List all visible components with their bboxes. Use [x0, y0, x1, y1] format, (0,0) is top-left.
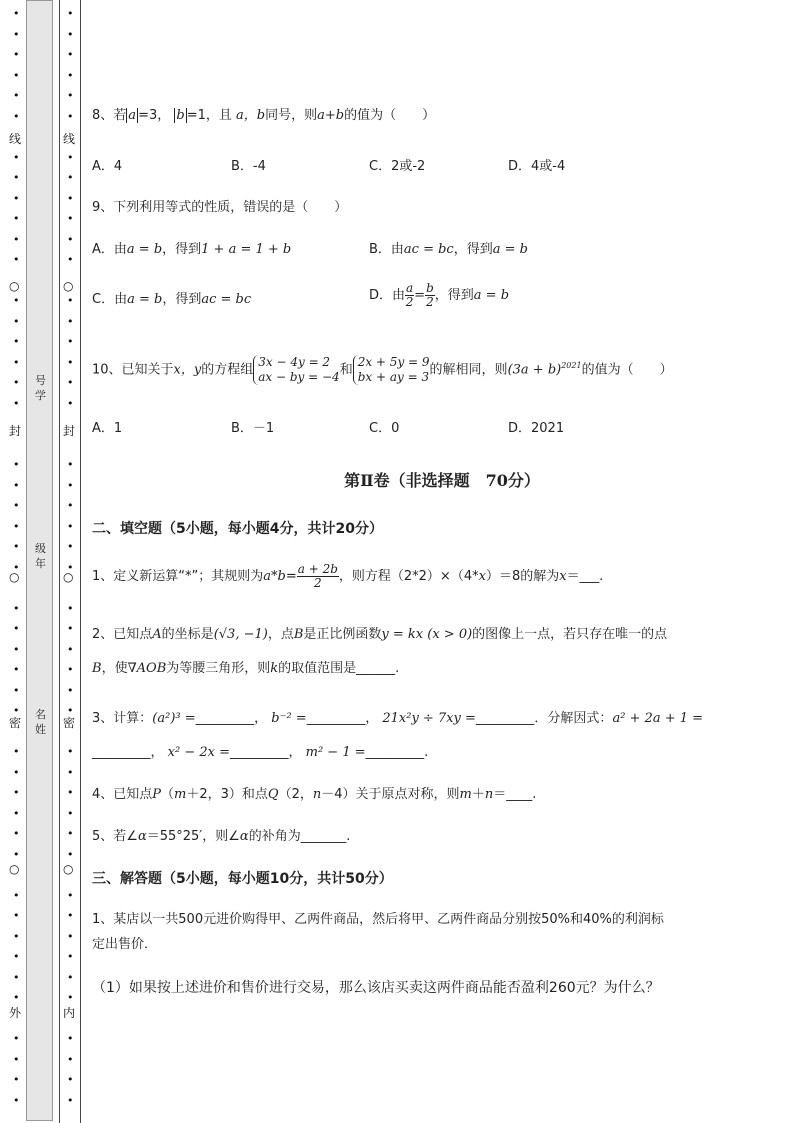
solve-question-1-line-1: 1、某店以一共500元进价购得甲、乙两件商品，然后将甲、乙两件商品分别按50%和40%的利润标	[92, 912, 664, 927]
inner-seal-dot: •	[67, 212, 74, 225]
grade-label: 级 年	[35, 542, 46, 570]
sys2-line1: 2x + 5y = 9	[357, 354, 430, 369]
inner-seal-dot: •	[67, 27, 74, 41]
q9d-mid: ，得到	[434, 288, 474, 303]
inner-seal-dot: •	[67, 1073, 74, 1086]
f2-text-b: 的坐标是	[161, 627, 214, 642]
q8-eq1: =3，	[138, 108, 171, 123]
q10-option-d[interactable]: D．2021	[508, 421, 565, 436]
inner-seal-dot: •	[67, 294, 74, 307]
outer-seal-dot: •	[13, 601, 20, 615]
q9c-e1: a = b	[127, 292, 163, 307]
inner-seal-dot: •	[67, 560, 74, 574]
frac-num: a + 2b	[297, 562, 338, 576]
f5-alpha: α	[137, 829, 147, 844]
q10-text-a: 10、已知关于	[92, 362, 174, 378]
inner-seal-char: 线	[63, 132, 76, 146]
f2-point-b: B	[293, 627, 304, 642]
equation-system-2	[353, 355, 430, 385]
outer-seal-dot: •	[13, 232, 20, 246]
q8-text-a: 若	[113, 108, 127, 123]
f3-blank-5: _________，	[229, 745, 302, 760]
inner-seal-dot: •	[67, 396, 74, 410]
f2-point-b2: B	[92, 661, 102, 676]
outer-seal-dot: •	[13, 663, 20, 676]
q9b-mid: ，得到	[453, 242, 493, 257]
equation-system-1	[253, 355, 339, 385]
f3-e3: 21x²y ÷ 7xy =	[382, 711, 476, 726]
q9-option-c[interactable]	[92, 290, 251, 310]
f4-q: Q	[267, 787, 279, 802]
inner-seal-char: 封	[63, 424, 76, 438]
f1-expr: a*b	[263, 569, 286, 584]
outer-seal-dot: •	[13, 314, 20, 328]
f3-e2: b⁻² =	[271, 711, 307, 726]
f2-text-e: 的图像上一点，若只存在唯一的点	[472, 627, 668, 642]
outer-seal-dot: •	[13, 335, 20, 348]
q10-vars: x，y	[173, 362, 202, 378]
section-2-heading: 二、填空题（5小题，每小题4分，共计20分）	[92, 521, 383, 537]
inner-seal-dot: •	[67, 253, 74, 266]
outer-seal-dot: •	[13, 745, 20, 758]
outer-seal-dot: •	[13, 765, 20, 779]
q10-expr: (3a + b)	[507, 362, 562, 378]
inner-seal-dot: •	[67, 191, 74, 205]
inner-seal-dot: •	[67, 1093, 74, 1107]
margin-divider	[80, 0, 81, 1123]
f4-text-b: （	[161, 787, 175, 802]
solve-question-1-part-1: （1）如果按上述进价和售价进行交易，那么该店买卖这两件商品能否盈利260元？为什么？	[92, 980, 660, 996]
inner-seal-dot: •	[67, 642, 74, 656]
inner-seal-char: 内	[63, 1006, 76, 1020]
inner-seal-dot: •	[67, 48, 74, 61]
inner-seal-dot: •	[67, 150, 74, 164]
f3-blank-6: _________.	[365, 745, 429, 760]
f1-text-b: ，则方程（2*2）×（4*	[338, 569, 479, 584]
outer-seal-char: 密	[9, 716, 22, 730]
inner-seal-char: ○	[63, 570, 74, 584]
inner-seal-dot: •	[67, 458, 74, 471]
q9-option-d[interactable]	[369, 282, 509, 309]
outer-seal-dot: •	[13, 253, 20, 266]
inner-seal-dot: •	[67, 806, 74, 820]
outer-seal-char: 线	[9, 132, 22, 146]
f2-func: y = kx (x > 0)	[381, 627, 473, 642]
fraction-b-over-2	[425, 282, 435, 309]
f2-text-f: ，使	[101, 661, 128, 676]
outer-seal-dot: •	[13, 212, 20, 225]
inner-seal-dot: •	[67, 499, 74, 512]
f3-blank-3: _________．分解因式：	[475, 711, 613, 726]
outer-seal-dot: •	[13, 1093, 20, 1107]
question-10	[92, 348, 673, 388]
q9a-e2: 1 + a = 1 + b	[201, 242, 292, 257]
outer-seal-dot: •	[13, 48, 20, 61]
f2-text-h: 的取值范围是______.	[278, 661, 400, 676]
q9-option-a[interactable]	[92, 240, 291, 260]
inner-seal-line	[59, 0, 79, 1123]
q9a-label: A．由	[92, 242, 127, 257]
f2-text-g: 为等腰三角形，则	[166, 661, 271, 676]
f1-x: x	[478, 569, 486, 584]
outer-seal-dot: •	[13, 89, 20, 102]
fraction-a-plus-2b-over-2	[297, 563, 339, 590]
inner-seal-dot: •	[67, 89, 74, 102]
inner-seal-dot: •	[67, 745, 74, 758]
abs-a: a	[128, 108, 137, 123]
inner-seal-dot: •	[67, 7, 74, 20]
q10-text-c: 的解相同，则	[429, 362, 508, 378]
q9d-eq: =	[414, 288, 426, 303]
q8-text-b: 同号，则	[265, 108, 318, 123]
f3-blank-1: _________，	[195, 711, 268, 726]
f4-m1: m	[174, 787, 187, 802]
inner-seal-dot: •	[67, 888, 74, 902]
outer-seal-dot: •	[13, 950, 20, 963]
inner-seal-dot: •	[67, 478, 74, 492]
fill-question-4	[92, 785, 536, 805]
question-9: 9、下列利用等式的性质，错误的是（ ）	[92, 200, 348, 215]
outer-seal-char: 外	[9, 1006, 22, 1020]
fill-question-1	[92, 560, 603, 594]
q10-option-c[interactable]: C．0	[369, 421, 400, 436]
outer-seal-dot: •	[13, 683, 20, 697]
outer-seal-dot: •	[13, 7, 20, 20]
q9c-mid: ，得到	[162, 292, 202, 307]
q8-text-c: 的值为（ ）	[344, 108, 436, 123]
q8-option-a[interactable]: A．4	[92, 159, 123, 174]
q9a-e1: a = b	[126, 242, 163, 257]
f2-text-a: 2、已知点	[92, 627, 153, 642]
inner-seal-dot: •	[67, 109, 74, 123]
outer-seal-dot: •	[13, 929, 20, 943]
inner-seal-dot: •	[67, 68, 74, 82]
q9a-mid: ，得到	[162, 242, 202, 257]
fill-question-2-line-1	[92, 625, 667, 645]
inner-seal-dot: •	[67, 929, 74, 943]
frac-den: 2	[405, 295, 414, 309]
inner-seal-dot: •	[67, 663, 74, 676]
inner-seal-dot: •	[67, 765, 74, 779]
f4-text-e: －4）关于原点对称，则	[321, 787, 460, 802]
outer-seal-dot: •	[13, 171, 20, 184]
f2-triangle: ∇AOB	[127, 661, 167, 676]
fraction-a-over-2	[405, 282, 414, 309]
outer-seal-dot: •	[13, 68, 20, 82]
outer-seal-dot: •	[13, 991, 20, 1004]
inner-seal-dot: •	[67, 1052, 74, 1066]
part-2-title: 第Ⅱ卷（非选择题 70分）	[344, 471, 540, 490]
f4-text-d: （2，	[278, 787, 313, 802]
outer-seal-dot: •	[13, 1073, 20, 1086]
q8-option-c[interactable]: C．2或-2	[369, 159, 426, 174]
f1-eq: =	[285, 569, 297, 584]
outer-seal-char: 封	[9, 424, 22, 438]
fill-question-2-line-2	[92, 659, 399, 679]
inner-seal-dot: •	[67, 540, 74, 553]
outer-seal-line	[6, 0, 26, 1123]
outer-seal-dot: •	[13, 294, 20, 307]
inner-seal-dot: •	[67, 171, 74, 184]
f4-text-g: ＝____.	[493, 787, 537, 802]
inner-seal-dot: •	[67, 847, 74, 861]
outer-seal-dot: •	[13, 150, 20, 164]
inner-seal-dot: •	[67, 970, 74, 984]
inner-seal-dot: •	[67, 601, 74, 615]
outer-seal-dot: •	[13, 396, 20, 410]
fill-question-3-line-1	[92, 709, 703, 729]
inner-seal-char: ○	[63, 862, 74, 876]
q8-eq2: =1，且	[186, 108, 232, 123]
sys2-line2: bx + ay = 3	[357, 369, 430, 384]
q9b-label: B．由	[369, 242, 404, 257]
inner-seal-dot: •	[67, 1032, 74, 1045]
f3-blank-4: _________，	[92, 745, 164, 760]
outer-seal-char: ○	[9, 279, 20, 293]
outer-seal-dot: •	[13, 478, 20, 492]
inner-seal-dot: •	[67, 827, 74, 840]
sys1-line1: 3x − 4y = 2	[258, 354, 331, 369]
inner-seal-dot: •	[67, 704, 74, 717]
q9c-label: C．由	[92, 292, 128, 307]
q10-text-b: 的方程组	[201, 362, 254, 378]
f2-coord: (√3, −1)	[213, 627, 268, 642]
f4-text-a: 4、已知点	[92, 787, 153, 802]
f5-alpha2: α	[239, 829, 249, 844]
inner-seal-char: 密	[63, 716, 76, 730]
outer-seal-dot: •	[13, 376, 20, 389]
outer-seal-char: ○	[9, 570, 20, 584]
f3-e5: x² − 2x =	[167, 745, 230, 760]
inner-seal-dot: •	[67, 232, 74, 246]
question-8	[92, 106, 435, 126]
outer-seal-dot: •	[13, 355, 20, 369]
outer-seal-dot: •	[13, 1032, 20, 1045]
q8-option-d[interactable]: D．4或-4	[508, 159, 566, 174]
q10-option-b[interactable]: B．－1	[231, 421, 275, 436]
f4-n1: n	[312, 787, 322, 802]
f2-k: k	[270, 661, 279, 676]
outer-seal-dot: •	[13, 109, 20, 123]
outer-seal-char: ○	[9, 862, 20, 876]
inner-seal-dot: •	[67, 991, 74, 1004]
outer-seal-dot: •	[13, 540, 20, 553]
f4-text-f: ＋	[471, 787, 485, 802]
binding-margin	[0, 0, 82, 1123]
outer-seal-dot: •	[13, 27, 20, 41]
q9d-label: D．由	[369, 288, 406, 303]
outer-seal-dot: •	[13, 888, 20, 902]
q8-vars: a，b	[236, 108, 266, 123]
solve-question-1-line-2: 定出售价．	[92, 937, 158, 952]
inner-seal-char: ○	[63, 279, 74, 293]
q9b-e1: ac = bc	[403, 242, 454, 257]
q9d-e2: a = b	[473, 288, 510, 303]
sys1-line2: ax − by = −4	[258, 369, 340, 384]
f4-n2: n	[484, 787, 494, 802]
q9b-e2: a = b	[492, 242, 528, 257]
name-label: 名 姓	[35, 708, 46, 736]
outer-seal-dot: •	[13, 806, 20, 820]
outer-seal-dot: •	[13, 786, 20, 799]
q10-text-d: 的值为（ ）	[581, 362, 673, 378]
outer-seal-dot: •	[13, 519, 20, 533]
inner-seal-dot: •	[67, 950, 74, 963]
outer-seal-dot: •	[13, 827, 20, 840]
q9c-e2: ac = bc	[201, 292, 252, 307]
f2-text-d: 是正比例函数	[303, 627, 382, 642]
frac-num: a	[406, 281, 414, 295]
frac-den: 2	[313, 576, 322, 590]
q10-option-a[interactable]: A．1	[92, 421, 123, 436]
q8-option-b[interactable]: B．-4	[231, 159, 266, 174]
question-number: 8、	[92, 108, 114, 123]
outer-seal-dot: •	[13, 704, 20, 717]
inner-seal-dot: •	[67, 622, 74, 635]
student-info-strip	[26, 0, 53, 1121]
inner-seal-dot: •	[67, 376, 74, 389]
q10-and: 和	[339, 362, 353, 378]
inner-seal-dot: •	[67, 786, 74, 799]
f1-text-c: ）＝8的解为	[485, 569, 560, 584]
q8-expr: a+b	[317, 108, 345, 123]
frac-num: b	[426, 281, 434, 295]
outer-seal-dot: •	[13, 970, 20, 984]
outer-seal-dot: •	[13, 499, 20, 512]
f5-text-c: 的补角为_______.	[248, 829, 351, 844]
abs-b: b	[176, 108, 185, 123]
f5-text-a: 5、若∠	[92, 829, 138, 844]
outer-seal-dot: •	[13, 909, 20, 922]
inner-seal-dot: •	[67, 909, 74, 922]
outer-seal-dot: •	[13, 458, 20, 471]
inner-seal-dot: •	[67, 335, 74, 348]
student-id-label: 号 学	[35, 374, 46, 402]
inner-seal-dot: •	[67, 355, 74, 369]
f4-text-c: ＋2，3）和点	[186, 787, 268, 802]
outer-seal-dot: •	[13, 560, 20, 574]
f3-e4: a² + 2a + 1 =	[612, 711, 704, 726]
inner-seal-dot: •	[67, 683, 74, 697]
f2-text-c: ，点	[267, 627, 294, 642]
frac-den: 2	[426, 295, 434, 309]
f1-text-a: 1、定义新运算“*”；其规则为	[92, 569, 264, 584]
inner-seal-dot: •	[67, 314, 74, 328]
inner-seal-dot: •	[67, 519, 74, 533]
f3-e1: (a²)³ =	[152, 711, 196, 726]
outer-seal-dot: •	[13, 847, 20, 861]
outer-seal-dot: •	[13, 1052, 20, 1066]
f4-m2: m	[459, 787, 472, 802]
f4-p: P	[152, 787, 162, 802]
q10-power: 2021	[561, 361, 582, 370]
f1-text-d: ＝___.	[566, 569, 604, 584]
fill-question-5	[92, 827, 350, 847]
f3-e6: m² − 1 =	[305, 745, 366, 760]
f5-text-b: ＝55°25′，则∠	[146, 829, 240, 844]
outer-seal-dot: •	[13, 191, 20, 205]
outer-seal-dot: •	[13, 622, 20, 635]
f2-point-a: A	[152, 627, 162, 642]
q9-option-b[interactable]	[369, 240, 528, 260]
outer-seal-dot: •	[13, 642, 20, 656]
fill-question-3-line-2	[92, 743, 428, 763]
f3-blank-2: _________，	[306, 711, 379, 726]
f1-x2: x	[559, 569, 567, 584]
f3-text-a: 3、计算：	[92, 711, 153, 726]
section-3-heading: 三、解答题（5小题，每小题10分，共计50分）	[92, 871, 393, 887]
